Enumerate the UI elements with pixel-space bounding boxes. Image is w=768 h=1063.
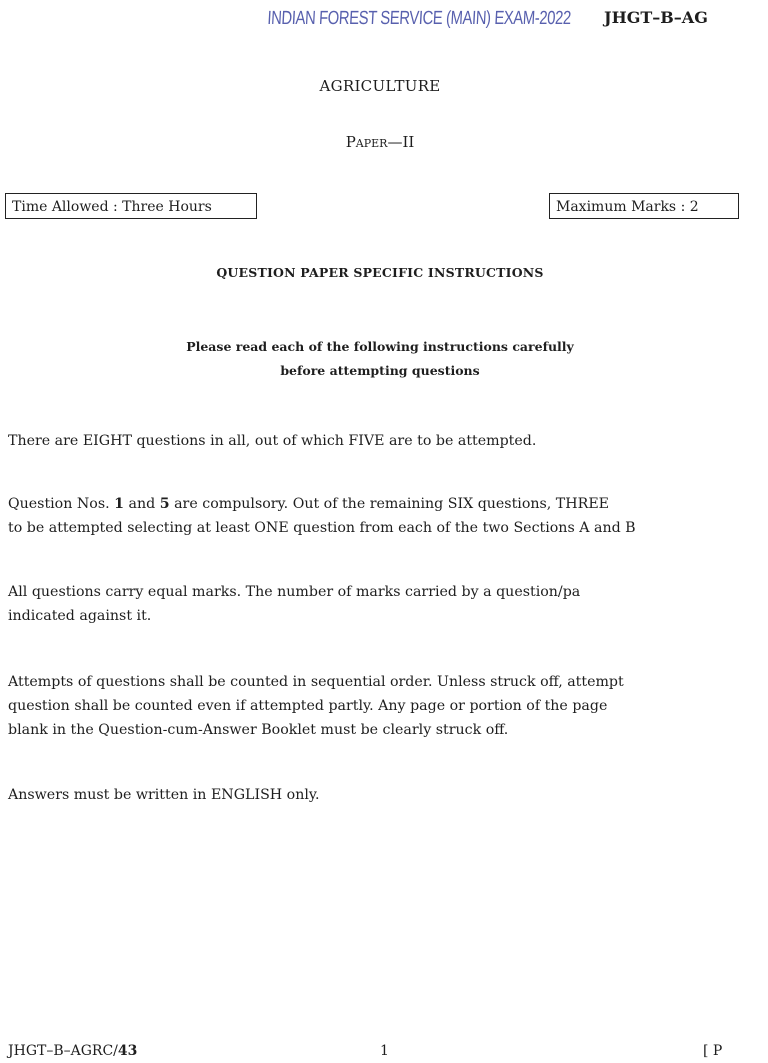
subheading-line-2: before attempting questions bbox=[280, 363, 480, 378]
paragraph-2-line-2: to be attempted selecting at least ONE question from each of the two Sections A and B bbox=[8, 520, 636, 536]
paragraph-2-line-1 bbox=[8, 492, 768, 516]
footer-paper-code bbox=[8, 1043, 137, 1059]
p2-text-and: and bbox=[124, 496, 160, 512]
instruction-paragraph-4 bbox=[8, 670, 768, 742]
paragraph-4-line-1: Attempts of questions shall be counted in sequential order. Unless struck off, attempt bbox=[8, 674, 624, 690]
paper-title: Paper—II bbox=[345, 133, 415, 151]
instruction-paragraph-2 bbox=[8, 492, 768, 540]
instructions-heading: QUESTION PAPER SPECIFIC INSTRUCTIONS bbox=[216, 265, 544, 280]
subject-title: AGRICULTURE bbox=[319, 77, 441, 95]
maximum-marks-box: Maximum Marks : 2 bbox=[549, 193, 739, 219]
footer-page-turn: [ P bbox=[703, 1043, 723, 1059]
p2-text-b: are compulsory. Out of the remaining SIX questions, THREE bbox=[169, 496, 610, 512]
time-allowed-box: Time Allowed : Three Hours bbox=[5, 193, 257, 219]
footer-code-number: 43 bbox=[117, 1043, 138, 1059]
instruction-paragraph-1: There are EIGHT questions in all, out of which FIVE are to be attempted. bbox=[8, 433, 537, 449]
p2-question-1: 1 bbox=[114, 496, 125, 512]
instructions-subheading bbox=[0, 335, 760, 383]
page-number: 1 bbox=[380, 1043, 389, 1059]
paragraph-3-line-1: All questions carry equal marks. The number of marks carried by a question/pa bbox=[8, 584, 581, 600]
paper-code: JHGT–B–AG bbox=[604, 8, 708, 27]
paragraph-3-line-2: indicated against it. bbox=[8, 608, 152, 624]
instruction-paragraph-5: Answers must be written in ENGLISH only. bbox=[8, 787, 320, 803]
p2-text-a: Question Nos. bbox=[8, 496, 115, 512]
exam-stamp: INDIAN FOREST SERVICE (MAIN) EXAM-2022 bbox=[266, 8, 572, 29]
paragraph-4-line-2: question shall be counted even if attempted partly. Any page or portion of the page bbox=[8, 698, 608, 714]
instruction-paragraph-3 bbox=[8, 580, 768, 628]
p2-question-5: 5 bbox=[159, 496, 170, 512]
footer-code-prefix: JHGT–B–AGRC/ bbox=[8, 1043, 118, 1059]
subheading-line-1: Please read each of the following instructions carefully bbox=[186, 339, 574, 354]
paragraph-4-line-3: blank in the Question-cum-Answer Booklet must be clearly struck off. bbox=[8, 722, 509, 738]
